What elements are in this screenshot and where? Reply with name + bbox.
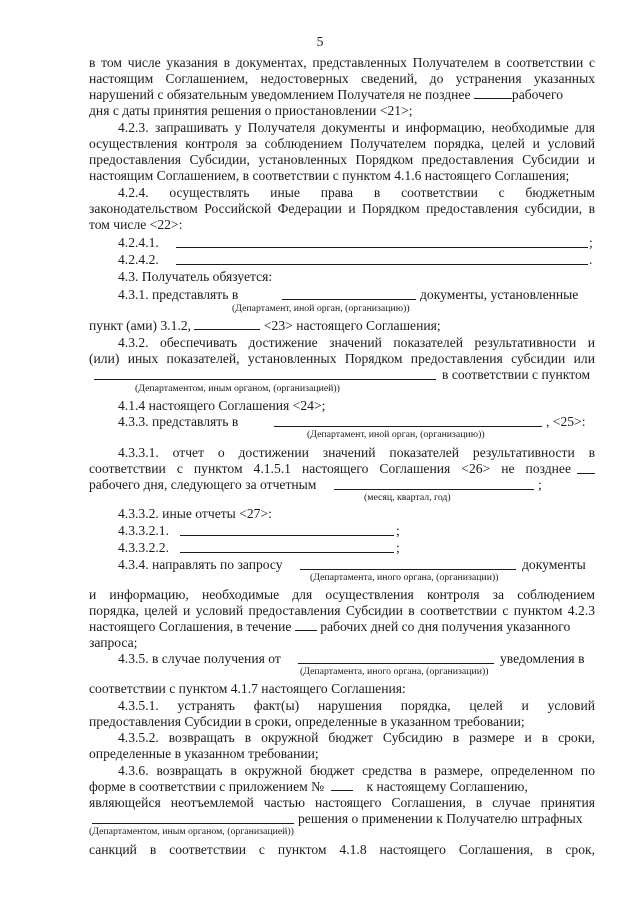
text-line: 4.2.4. осуществлять иные права в соответствии с бюджетным: [118, 185, 595, 200]
caption: (Департамента, иного органа, (организации)): [310, 572, 499, 583]
text-line: ;: [589, 235, 593, 250]
text-line: нарушений с обязательным уведомлением Получателя не позднее рабочего: [89, 87, 563, 102]
text-line: 4.2.3. запрашивать у Получателя документы и информацию, необходимые для: [118, 120, 595, 135]
text-line: запроса;: [89, 635, 138, 650]
text-line: дня с даты принятия решения о приостановлении <21>;: [89, 103, 413, 118]
text-line: ;: [396, 523, 400, 538]
text-line: ;: [538, 477, 542, 492]
text-line: осуществления контроля за соблюдением Получателем порядка, целей и условий: [89, 136, 595, 151]
text-line: 4.2.4.1.: [118, 235, 159, 250]
blank-line: [176, 264, 588, 265]
text-line: 4.3.5.2. возвращать в окружной бюджет Субсидию в размере и в сроки,: [118, 730, 595, 745]
blank-line: [94, 379, 436, 380]
text-line: порядка, целей и условий предоставления Субсидии в соответствии с пунктом 4.2.3: [89, 603, 595, 618]
text-line: 4.3.3. представлять в: [118, 414, 239, 429]
blank-line: [274, 426, 542, 427]
text-line: пункт (ами) 3.1.2, <23> настоящего Соглашения;: [89, 318, 441, 333]
text-line: (или) иных показателей, установленных Порядком предоставления субсидии или: [89, 351, 595, 366]
text-line: 4.2.4.2.: [118, 252, 159, 267]
caption: (Департамент, иной орган, (организацию)): [232, 303, 410, 314]
text-line: .: [589, 252, 593, 267]
text-line: 4.3.3.2. иные отчеты <27>:: [118, 506, 272, 521]
text-line: являющейся неотъемлемой частью настоящего Соглашения, в случае принятия: [89, 795, 595, 810]
blank-line: [92, 823, 294, 824]
blank-line: [577, 473, 595, 474]
text-line: уведомления в: [500, 651, 585, 666]
text-line: ;: [396, 540, 400, 555]
text-line: 4.3. Получатель обязуется:: [118, 269, 273, 284]
text-line: решения о применении к Получателю штрафных: [298, 811, 583, 826]
text-line: законодательством Российской Федерации и Порядком предоставления субсидии, в: [89, 201, 595, 216]
text-line: в соответствии с пунктом: [442, 367, 591, 382]
text-line: в том числе указания в документах, представленных Получателем в соответствии с: [89, 55, 595, 70]
text-line: и информацию, необходимые для осуществления контроля за соблюдением: [89, 587, 595, 602]
page-number: 5: [316, 34, 324, 49]
text-line: 4.3.4. направлять по запросу: [118, 557, 283, 572]
text-line: 4.3.2. обеспечивать достижение значений показателей результативности и: [118, 335, 595, 350]
blank-line: [180, 535, 394, 536]
caption: (месяц, квартал, год): [364, 492, 451, 503]
caption: (Департамент, иной орган, (организацию)): [307, 429, 485, 440]
caption: (Департамента, иного органа, (организации)): [300, 666, 489, 677]
text-line: 4.3.5.1. устранять факт(ы) нарушения порядка, целей и условий: [118, 698, 595, 713]
text-line: 4.3.5. в случае получения от: [118, 651, 281, 666]
text-line: определенные в указанном требовании;: [89, 746, 319, 761]
text-line: форме в соответствии с приложением № к настоящему Соглашению,: [89, 779, 528, 794]
text-line: санкций в соответствии с пунктом 4.1.8 настоящего Соглашения, в срок,: [89, 842, 595, 857]
text-line: предоставления Субсидии в сроки, определенные в указанном требовании;: [89, 714, 525, 729]
text-line: , <25>:: [546, 414, 586, 429]
blank-line: [298, 663, 494, 664]
caption: (Департаментом, иным органом, (организацией)): [135, 383, 340, 394]
blank-line: [176, 247, 588, 248]
text-line: соответствии с пунктом 4.1.7 настоящего Соглашения:: [89, 681, 406, 696]
text-line: соответствии с пунктом 4.1.5.1 настоящего Соглашения <26> не позднее: [89, 461, 571, 476]
text-line: 4.3.6. возвращать в окружной бюджет средства в размере, определенном по: [118, 763, 595, 778]
blank-line: [282, 299, 416, 300]
text-line: настоящим Соглашением, недостоверных сведений, до устранения указанных: [89, 71, 595, 86]
blank-line: [334, 489, 534, 490]
text-line: 4.3.1. представлять в: [118, 287, 239, 302]
blank-line: [180, 552, 394, 553]
text-line: документы: [522, 557, 586, 572]
text-line: 4.1.4 настоящего Соглашения <24>;: [118, 398, 326, 413]
caption: (Департаментом, иным органом, (организацией)): [89, 826, 294, 837]
text-line: 4.3.3.2.1.: [118, 523, 169, 538]
text-line: документы, установленные: [420, 287, 579, 302]
text-line: настоящего Соглашения, в течение рабочих дней со дня получения указанного: [89, 619, 571, 634]
text-line: 4.3.3.2.2.: [118, 540, 169, 555]
text-line: предоставления Субсидии, установленных Порядком предоставления Субсидии и: [89, 152, 595, 167]
text-line: 4.3.3.1. отчет о достижении значений показателей результативности в: [118, 445, 595, 460]
text-line: том числе <22>:: [89, 217, 183, 232]
text-line: настоящим Соглашением, в соответствии с пунктом 4.1.6 настоящего Соглашения;: [89, 168, 570, 183]
text-line: рабочего дня, следующего за отчетным: [89, 477, 317, 492]
blank-line: [300, 569, 516, 570]
